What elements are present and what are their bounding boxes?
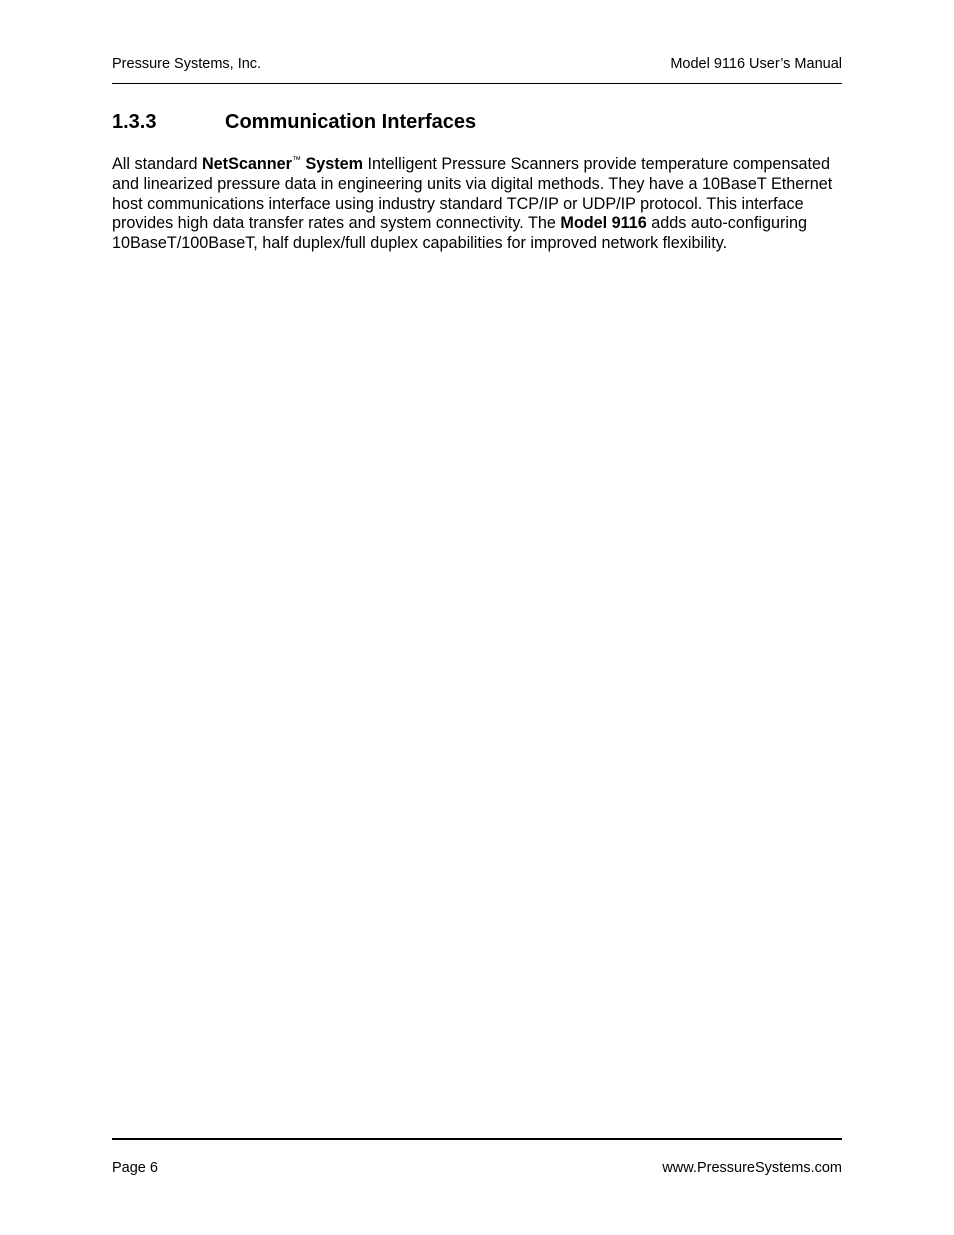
header-manual-title: Model 9116 User’s Manual [670, 56, 842, 72]
section-heading [112, 111, 842, 134]
page-header [112, 56, 842, 76]
trademark-symbol: ™ [291, 154, 301, 165]
paragraph-bold-system: System [300, 155, 364, 173]
paragraph-text-3: adds auto-configuring 10BaseT/100BaseT, half duplex/full duplex capabilities for improved network flexibility. [112, 214, 807, 253]
header-divider [112, 83, 842, 84]
paragraph-text-1: All standard [112, 155, 202, 173]
paragraph-bold-netscanner: NetScanner [201, 155, 292, 173]
footer-page-number: Page 6 [112, 1160, 158, 1176]
header-company: Pressure Systems, Inc. [112, 56, 262, 72]
section-number: 1.3.3 [112, 111, 157, 133]
body-paragraph [112, 155, 844, 254]
footer-website: www.PressureSystems.com [662, 1160, 842, 1176]
page-footer [112, 1160, 842, 1180]
footer-divider [112, 1138, 842, 1140]
section-title: Communication Interfaces [225, 111, 477, 133]
paragraph-text-2: Intelligent Pressure Scanners provide temperature compensated and linearized pressure data in engineering units via digital methods. They have a 10BaseT Ethernet host communications interface using industry standard TCP/IP or UDP/IP protocol. This interface provides high data transfer rates and system connectivity. The [112, 155, 833, 233]
paragraph-bold-model: Model 9116 [560, 214, 647, 233]
